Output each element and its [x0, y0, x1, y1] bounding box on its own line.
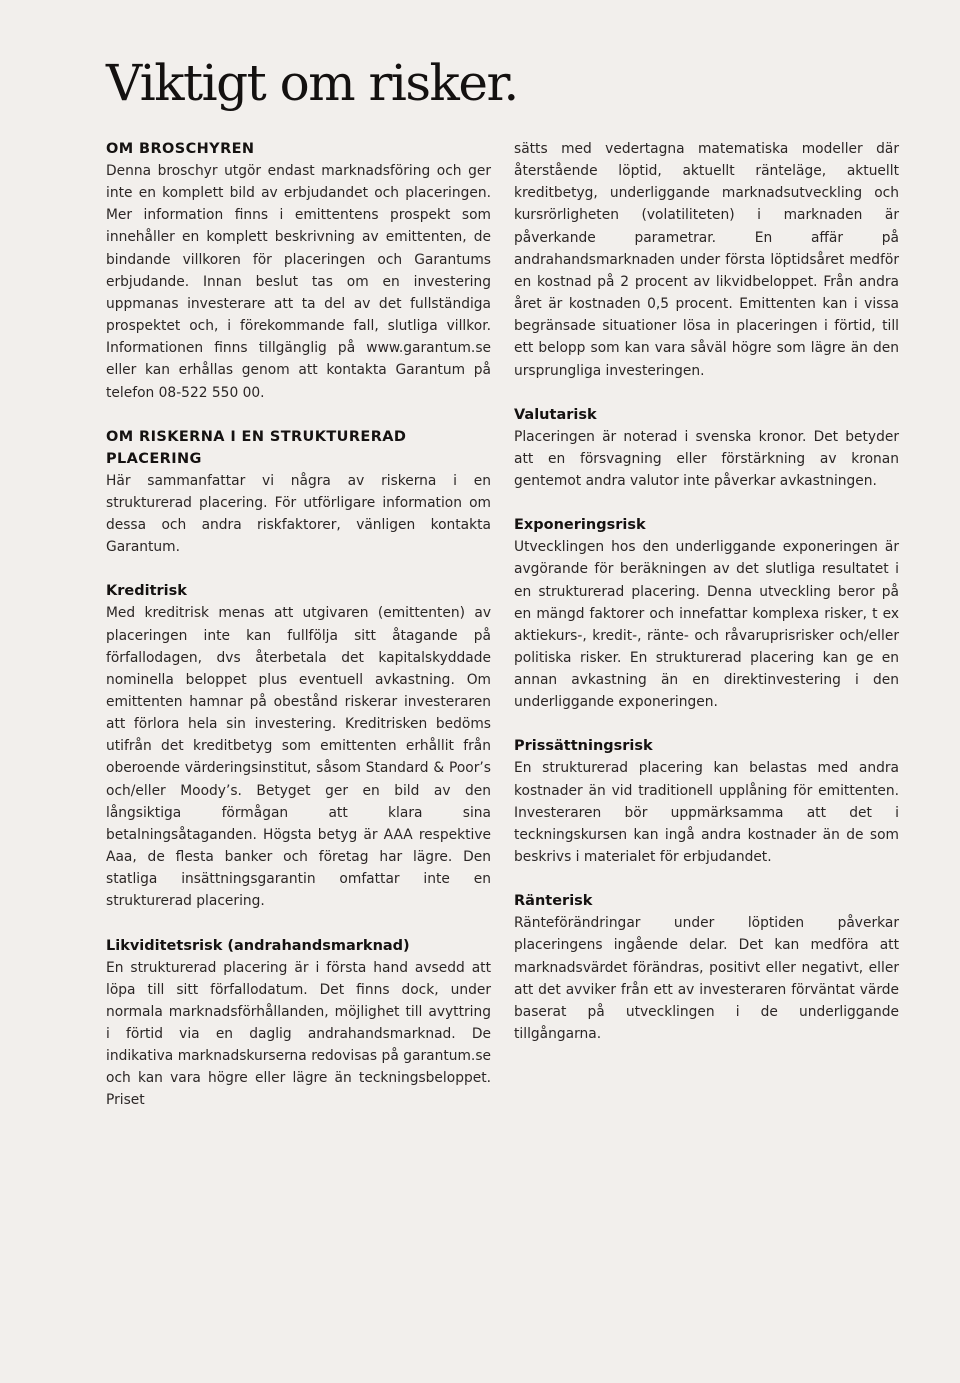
text-ranterisk: Ränteförändringar under löptiden påverkar placeringens ingående delar. Det kan medföra att marknadsvärdet förändras, positivt eller negativt, eller att det avviker från ett av investeraren förväntat värde baserat på utvecklingen i de underliggande tillgångarna.: [514, 915, 899, 1042]
section-kreditrisk: [106, 580, 491, 912]
heading-om-riskerna: OM RISKERNA I EN STRUKTURERAD PLACERING: [106, 428, 407, 467]
text-kreditrisk: Med kreditrisk menas att utgivaren (emittenten) av placeringen inte kan fullfölja sitt åtagande på förfallodagen, dvs återbetala det kapitalskyddade nominella beloppet plus eventuell avkastning. Om emittenten hamnar på obestånd riskerar investeraren att förlora hela sin investering. Kreditrisken bedöms utifrån det kreditbetyg som emittenten erhållit från oberoende värderingsinstitut, såsom Standard & Poor’s och/eller Moody’s. Betyget ger en bild av den långsiktiga förmågan att klara sina betalningsåtaganden. Högsta betyg är AAA respektive Aaa, de flesta banker och företag har lägre. Den statliga insättningsgarantin omfattar inte en strukturerad placering.: [106, 605, 491, 910]
text-exponeringsrisk: Utvecklingen hos den underliggande exponeringen är avgörande för beräkningen av det slutliga resultatet i en strukturerad placering. Denna utveckling beror på en mängd faktorer och innefattar komplexa risker, t ex aktiekurs-, kredit-, ränte- och råvaruprisrisker och/eller politiska risker. En strukturerad placering kan ge en annan avkastning än en direktinvestering i den underliggande exponeringen.: [514, 539, 899, 711]
heading-exponeringsrisk: Exponeringsrisk: [514, 517, 646, 534]
section-likviditetsrisk-continued: [514, 138, 899, 382]
text-valutarisk: Placeringen är noterad i svenska kronor. Det betyder att en försvagning eller förstärkning av kronan gentemot andra valutor inte påverkar avkastningen.: [514, 428, 899, 490]
section-exponeringsrisk: [514, 514, 899, 713]
section-ranterisk: [514, 890, 899, 1045]
text-om-broschyren: Denna broschyr utgör endast marknadsföring och ger inte en komplett bild av erbjudandet och placeringen. Mer information finns i emittentens prospekt som innehåller en komplett beskrivning av emittenten, de bindande villkoren för placeringen och Garantums erbjudande. Innan beslut tas om en investering uppmanas investerare att ta del av det fullständiga prospektet och, i förekommande fall, slutliga villkor. Informationen finns tillgänglig på www.garantum.se eller kan erhållas genom att kontakta Garantum på telefon 08-522 550 00.: [106, 163, 491, 401]
text-likviditetsrisk: En strukturerad placering är i första hand avsedd att löpa till sitt förfallodatum. Det finns dock, under normala marknadsförhållanden, möjlighet till avyttring i förtid via en daglig andrahandsmarknad. De indikativa marknadskurserna redovisas på garantum.se och kan vara högre eller lägre än teckningsbeloppet. Priset: [106, 959, 491, 1109]
heading-valutarisk: Valutarisk: [514, 406, 597, 423]
heading-ranterisk: Ränterisk: [514, 893, 593, 910]
right-column: [514, 138, 899, 1067]
page-title: Viktigt om risker.: [106, 54, 518, 112]
section-om-riskerna: [106, 426, 491, 559]
left-column: [106, 138, 491, 1134]
section-prissattningsrisk: [514, 735, 899, 868]
text-prissattningsrisk: En strukturerad placering kan belastas med andra kostnader än vid traditionell upplåning för emittenten. Investeraren bör uppmärksamma att det i teckningskursen kan ingå andra kostnader än de som beskrivs i materialet för erbjudandet.: [514, 760, 899, 866]
text-likviditetsrisk-continued: sätts med vedertagna matematiska modeller där återstående löptid, aktuellt ränteläge, aktuellt kreditbetyg, underliggande marknadsutveckling och kursrörligheten (volatiliteten) i marknaden är påverkande parametrar. En affär på andrahandsmarknaden under första löptidsåret medför en kostnad på 2 procent av likvidbeloppet. Från andra året är kostnaden 0,5 procent. Emittenten kan i vissa begränsade situationer lösa in placeringen i förtid, till ett belopp som kan vara såväl högre som lägre än den ursprungliga investeringen.: [514, 141, 899, 379]
section-likviditetsrisk: [106, 935, 491, 1112]
heading-likviditetsrisk: Likviditetsrisk (andrahandsmarknad): [106, 937, 410, 954]
section-valutarisk: [514, 404, 899, 492]
heading-prissattningsrisk: Prissättningsrisk: [514, 738, 653, 755]
heading-kreditrisk: Kreditrisk: [106, 583, 187, 600]
text-om-riskerna: Här sammanfattar vi några av riskerna i en strukturerad placering. För utförligare information om dessa och andra riskfaktorer, vänligen kontakta Garantum.: [106, 472, 491, 556]
heading-om-broschyren: OM BROSCHYREN: [106, 141, 255, 157]
section-om-broschyren: [106, 138, 491, 404]
